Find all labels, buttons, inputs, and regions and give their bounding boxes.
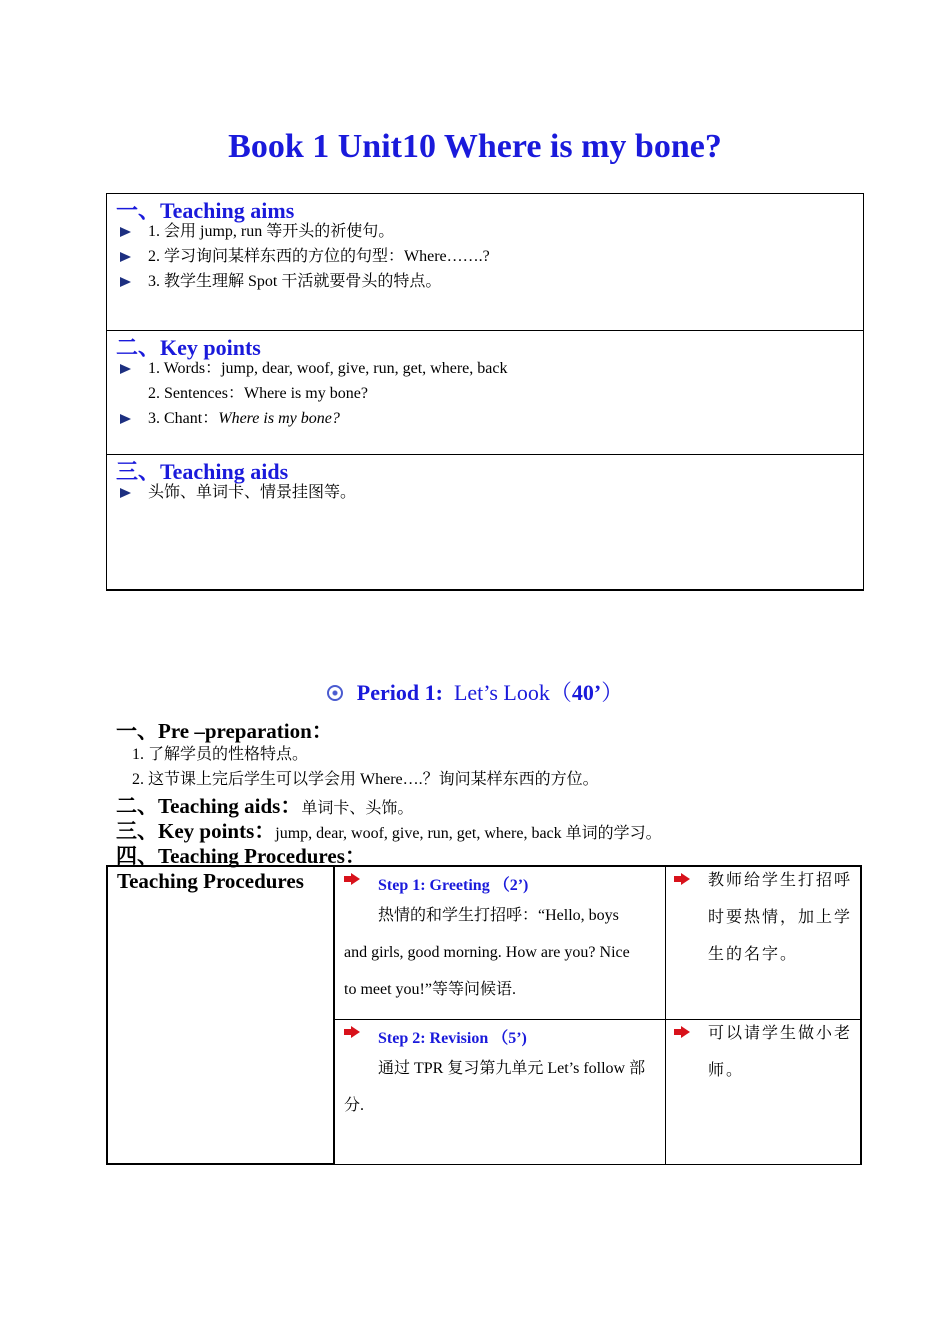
bullet-triangle-icon [120,252,131,262]
procedures-steps-grid [335,865,862,1165]
teaching-aids-section [107,455,863,589]
teacher-note: 生的名字。 [708,946,799,963]
bullet-triangle-icon [120,364,131,374]
step-text: and girls, good morning. How are you? Nice [344,944,630,961]
aims-table [106,193,864,591]
key-points-heading: 三、Key points：jump, dear, woof, give, run, get, where, back 单词的学习。 [116,819,662,843]
key-points-section [107,331,863,455]
red-arrow-icon [674,1026,690,1038]
teacher-note: 师。 [708,1062,745,1079]
procedures-label: Teaching Procedures [117,869,304,893]
document-title: Book 1 Unit10 Where is my bone? [228,128,722,165]
aim-item: 2. 学习询问某样东西的方位的句型：Where…….? [148,248,490,265]
aid-item: 头饰、单词卡、情景挂图等。 [148,484,357,501]
aim-item: 1. 会用 jump, run 等开头的祈使句。 [148,223,395,240]
bullet-triangle-icon [120,277,131,287]
aim-item: 3. 教学生理解 Spot 干活就要骨头的特点。 [148,273,442,290]
step-text: to meet you!”等等问候语. [344,981,516,998]
prep-item: 2. 这节课上完后学生可以学会用 Where….？询问某样东西的方位。 [132,771,599,788]
section-heading: 三、Teaching aids [116,459,289,484]
red-arrow-icon [344,1026,360,1038]
key-point-item: 1. Words：jump, dear, woof, give, run, get, where, back [148,360,508,377]
teaching-aims-section [107,194,863,331]
step-title: Step 1: Greeting （2’) [378,877,529,894]
step-text: 通过 TPR 复习第九单元 Let’s follow 部 [378,1060,646,1077]
prep-item: 1. 了解学员的性格特点。 [132,746,309,763]
bullet-triangle-icon [120,488,131,498]
column-divider [665,867,666,1164]
bullet-triangle-icon [120,227,131,237]
teacher-note: 时要热情，加上学 [708,909,853,926]
step-text: 热情的和学生打招呼：“Hello, boys [378,907,619,924]
period-heading: Period 1: Let’s Look（40’） [0,676,950,707]
pre-preparation-heading: 一、Pre –preparation： [116,719,333,743]
spiral-icon [327,685,343,701]
key-point-item: 3. Chant：Where is my bone? [148,410,340,427]
teaching-aids-heading: 二、Teaching aids：单词卡、头饰。 [116,794,414,818]
step-text: 分. [344,1097,365,1114]
teacher-note: 教师给学生打招呼 [708,872,853,889]
procedures-heading: 四、Teaching Procedures： [116,844,366,868]
red-arrow-icon [344,873,360,885]
teacher-note: 可以请学生做小老 [708,1025,853,1042]
procedures-table [106,865,862,1165]
key-point-item: 2. Sentences：Where is my bone? [148,385,368,402]
procedures-label-cell [106,865,335,1165]
section-heading: 二、Key points [116,335,261,360]
section-heading: 一、Teaching aims [116,198,295,223]
step-title: Step 2: Revision （5’) [378,1030,527,1047]
red-arrow-icon [674,873,690,885]
bullet-triangle-icon [120,414,131,424]
